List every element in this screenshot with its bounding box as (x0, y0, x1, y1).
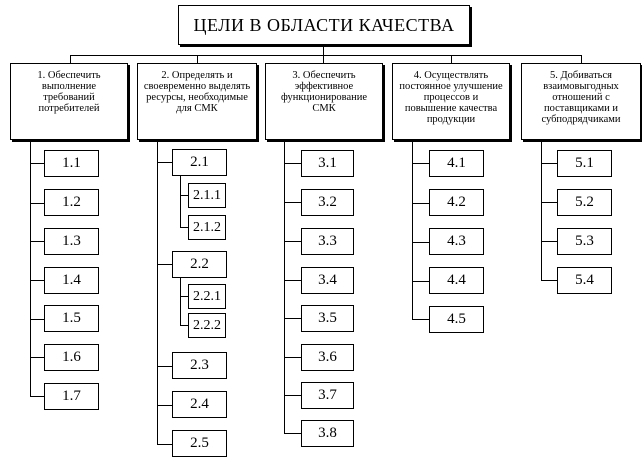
goal-4-box: 4. Осуществлять постоянное улучшение процессов и повышение качества продукции (392, 63, 510, 140)
title-connector (323, 45, 324, 55)
item-2-2-subtrunk (180, 278, 181, 326)
branch-line (30, 357, 44, 358)
goal-1-box: 1. Обеспечить выполнение требований потребителей (10, 63, 128, 140)
goal-3-connector (323, 55, 324, 63)
item-1-5: 1.5 (44, 305, 99, 332)
item-3-1: 3.1 (301, 150, 354, 177)
goal-1-trunk (30, 140, 31, 397)
item-3-2: 3.2 (301, 189, 354, 216)
item-5-2: 5.2 (557, 189, 612, 216)
branch-line (30, 163, 44, 164)
item-1-7: 1.7 (44, 383, 99, 410)
branch-line (412, 281, 429, 282)
top-bus-line (70, 55, 582, 56)
item-2-1-subtrunk (180, 176, 181, 228)
goal-2-box: 2. Определять и своевременно выделять ресурсы, необходимые для СМК (137, 63, 257, 140)
branch-line (180, 296, 188, 297)
item-1-6: 1.6 (44, 344, 99, 371)
goal-3-box: 3. Обеспечить эффективное функционирование СМК (265, 63, 383, 140)
branch-line (284, 163, 301, 164)
branch-line (30, 396, 44, 397)
branch-line (30, 241, 44, 242)
branch-line (157, 162, 172, 163)
item-2-3: 2.3 (172, 352, 227, 379)
item-2-5: 2.5 (172, 430, 227, 457)
goal-5-trunk (541, 140, 542, 281)
goal-1-connector (70, 55, 71, 63)
item-3-8: 3.8 (301, 420, 354, 447)
goal-5-box: 5. Добиваться взаимовыгодных отношений с поставщиками и субподрядчиками (521, 63, 641, 140)
branch-line (157, 366, 172, 367)
branch-line (541, 163, 557, 164)
branch-line (412, 319, 429, 320)
item-3-6: 3.6 (301, 344, 354, 371)
branch-line (30, 319, 44, 320)
item-2-1: 2.1 (172, 149, 227, 176)
branch-line (157, 405, 172, 406)
branch-line (284, 241, 301, 242)
diagram-title: ЦЕЛИ В ОБЛАСТИ КАЧЕСТВА (178, 5, 470, 45)
goal-4-connector (451, 55, 452, 63)
item-4-3: 4.3 (429, 228, 484, 255)
item-4-2: 4.2 (429, 189, 484, 216)
branch-line (541, 241, 557, 242)
branch-line (412, 163, 429, 164)
branch-line (541, 202, 557, 203)
branch-line (412, 242, 429, 243)
item-5-1: 5.1 (557, 150, 612, 177)
subitem-2-1-1: 2.1.1 (188, 183, 226, 208)
subitem-2-1-2: 2.1.2 (188, 215, 226, 240)
branch-line (157, 264, 172, 265)
goal-3-trunk (284, 140, 285, 433)
item-5-3: 5.3 (557, 228, 612, 255)
branch-line (284, 395, 301, 396)
goal-4-trunk (412, 140, 413, 320)
goal-2-connector (197, 55, 198, 63)
goal-2-trunk (157, 140, 158, 445)
branch-line (541, 280, 557, 281)
item-3-5: 3.5 (301, 305, 354, 332)
branch-line (284, 357, 301, 358)
item-3-3: 3.3 (301, 228, 354, 255)
branch-line (284, 202, 301, 203)
item-1-2: 1.2 (44, 189, 99, 216)
subitem-2-2-2: 2.2.2 (188, 313, 226, 338)
branch-line (284, 280, 301, 281)
branch-line (180, 195, 188, 196)
subitem-2-2-1: 2.2.1 (188, 284, 226, 309)
branch-line (284, 433, 301, 434)
item-2-4: 2.4 (172, 391, 227, 418)
branch-line (412, 203, 429, 204)
goal-5-connector (581, 55, 582, 63)
item-1-3: 1.3 (44, 228, 99, 255)
item-3-4: 3.4 (301, 267, 354, 294)
item-4-5: 4.5 (429, 306, 484, 333)
item-4-4: 4.4 (429, 267, 484, 294)
branch-line (284, 318, 301, 319)
item-1-4: 1.4 (44, 267, 99, 294)
branch-line (180, 325, 188, 326)
branch-line (180, 227, 188, 228)
item-3-7: 3.7 (301, 382, 354, 409)
item-4-1: 4.1 (429, 150, 484, 177)
item-5-4: 5.4 (557, 267, 612, 294)
branch-line (30, 203, 44, 204)
item-2-2: 2.2 (172, 251, 227, 278)
branch-line (30, 280, 44, 281)
item-1-1: 1.1 (44, 150, 99, 177)
branch-line (157, 444, 172, 445)
